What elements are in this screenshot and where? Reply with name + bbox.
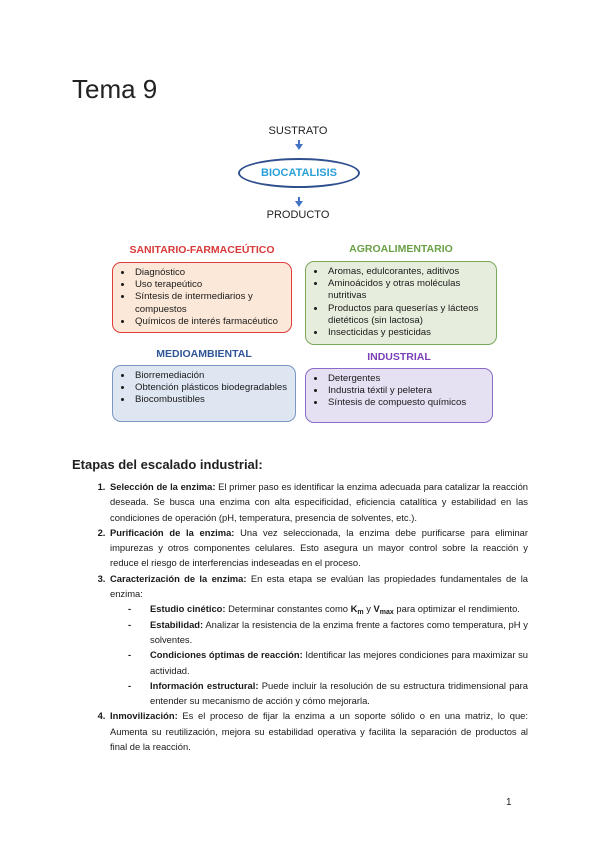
vmax-symbol: $V_{max}$ <box>373 603 394 617</box>
arrow-down-icon <box>295 201 303 207</box>
list-item: • Químicos de interés farmacéutico <box>133 316 283 328</box>
steps-list <box>80 479 528 754</box>
list-item: • Aminoácidos y otras moléculas nutritivas <box>326 278 488 302</box>
category-title-industrial: INDUSTRIAL <box>367 351 431 363</box>
page-title: Tema 9 <box>72 74 158 104</box>
substep-item <box>150 678 528 709</box>
step-text: Es el proceso de fijar la enzima a un soporte sólido o en una matriz, lo que: Aumenta su reutilización, mejora su estabilidad operativa y facilita la separación de productos al final de la reacción. <box>110 710 528 753</box>
arrow-down-icon <box>295 144 303 150</box>
list-item: • Productos para queserías y lácteos dietéticos (sin lactosa) <box>326 303 488 327</box>
step-text: El primer paso es identificar la enzima adecuada para catalizar la reacción deseada. Se busca una enzima con alta especificidad, eficiencia catalítica y estabilidad en las condiciones de operación (pH, temperatura, presencia de solventes, etc.). <box>110 481 529 523</box>
substep-text: Determinar constantes como <box>228 603 351 615</box>
biocatalysis-ellipse <box>238 158 360 188</box>
substep-title: Estabilidad: <box>150 618 204 630</box>
substep-item <box>150 647 528 678</box>
step-title: Caracterización de la enzima: <box>110 572 247 584</box>
list-item: • Síntesis de compuesto químicos <box>326 397 484 409</box>
page-number: 1 <box>506 797 512 808</box>
category-box-agro <box>305 261 497 345</box>
step-item <box>108 479 528 525</box>
step-item <box>108 571 528 709</box>
substrate-label: SUSTRATO <box>268 125 328 137</box>
substep-title: Información estructural: <box>150 679 259 691</box>
list-item: • Uso terapeútico <box>133 279 283 291</box>
list-item: • Aromas, edulcorantes, aditivos <box>326 266 488 278</box>
substep-item: - Estudio cinético: Determinar constantes como $K_m$ y $V_{max}$ para optimizar el rendimiento. <box>150 601 528 616</box>
category-box-industrial <box>305 368 493 423</box>
substep-text: Puede incluir la resolución de su estructura tridimensional para entender su mecanismo de acción y cómo mejorarla. <box>150 679 529 707</box>
substep-title: Estudio cinético: <box>150 603 226 615</box>
product-label: PRODUCTO <box>266 209 330 221</box>
list-item: • Detergentes <box>326 373 484 385</box>
category-box-sanitario <box>112 262 292 333</box>
category-title-agro: AGROALIMENTARIO <box>349 243 453 255</box>
substep-text: Identificar las mejores condiciones para maximizar su actividad. <box>150 649 528 676</box>
list-item: • Biocombustibles <box>133 394 287 406</box>
biocatalysis-label: BIOCATALISIS <box>261 167 337 179</box>
step-item <box>108 708 528 754</box>
step-item <box>108 525 528 571</box>
step-title: Inmovilización: <box>110 710 178 722</box>
step-text: En esta etapa se evalúan las propiedades fundamentales de la enzima: <box>110 572 528 600</box>
substep-text: Analizar la resistencia de la enzima frente a factores como temperatura, pH y solventes. <box>150 618 528 645</box>
list-item: • Síntesis de intermediarios y compuestos <box>133 291 283 315</box>
substep-item <box>150 617 528 648</box>
list-item: • Biorremediación <box>133 370 287 382</box>
section-heading: Etapas del escalado industrial: <box>72 457 263 472</box>
category-title-medio: MEDIOAMBIENTAL <box>156 348 252 360</box>
category-box-medio <box>112 365 296 422</box>
list-item: • Diagnóstico <box>133 267 283 279</box>
step-title: Purificación de la enzima: <box>110 526 235 538</box>
list-item: • Industria téxtil y peletera <box>326 385 484 397</box>
km-symbol: $K_m$ <box>350 603 364 617</box>
list-item: • Obtención plásticos biodegradables <box>133 382 287 394</box>
step-title: Selección de la enzima: <box>110 481 216 492</box>
step-text: Una vez seleccionada, la enzima debe purificarse para eliminar impurezas y otros componentes celulares. Esto asegura un mayor control sobre la reacción y reduce el riesgo de interferencias indeseadas en el proceso. <box>110 526 528 569</box>
substep-title: Condiciones óptimas de reacción: <box>150 649 303 661</box>
category-title-sanitario: SANITARIO-FARMACEÚTICO <box>129 244 275 256</box>
list-item: • Insecticidas y pesticidas <box>326 327 488 339</box>
